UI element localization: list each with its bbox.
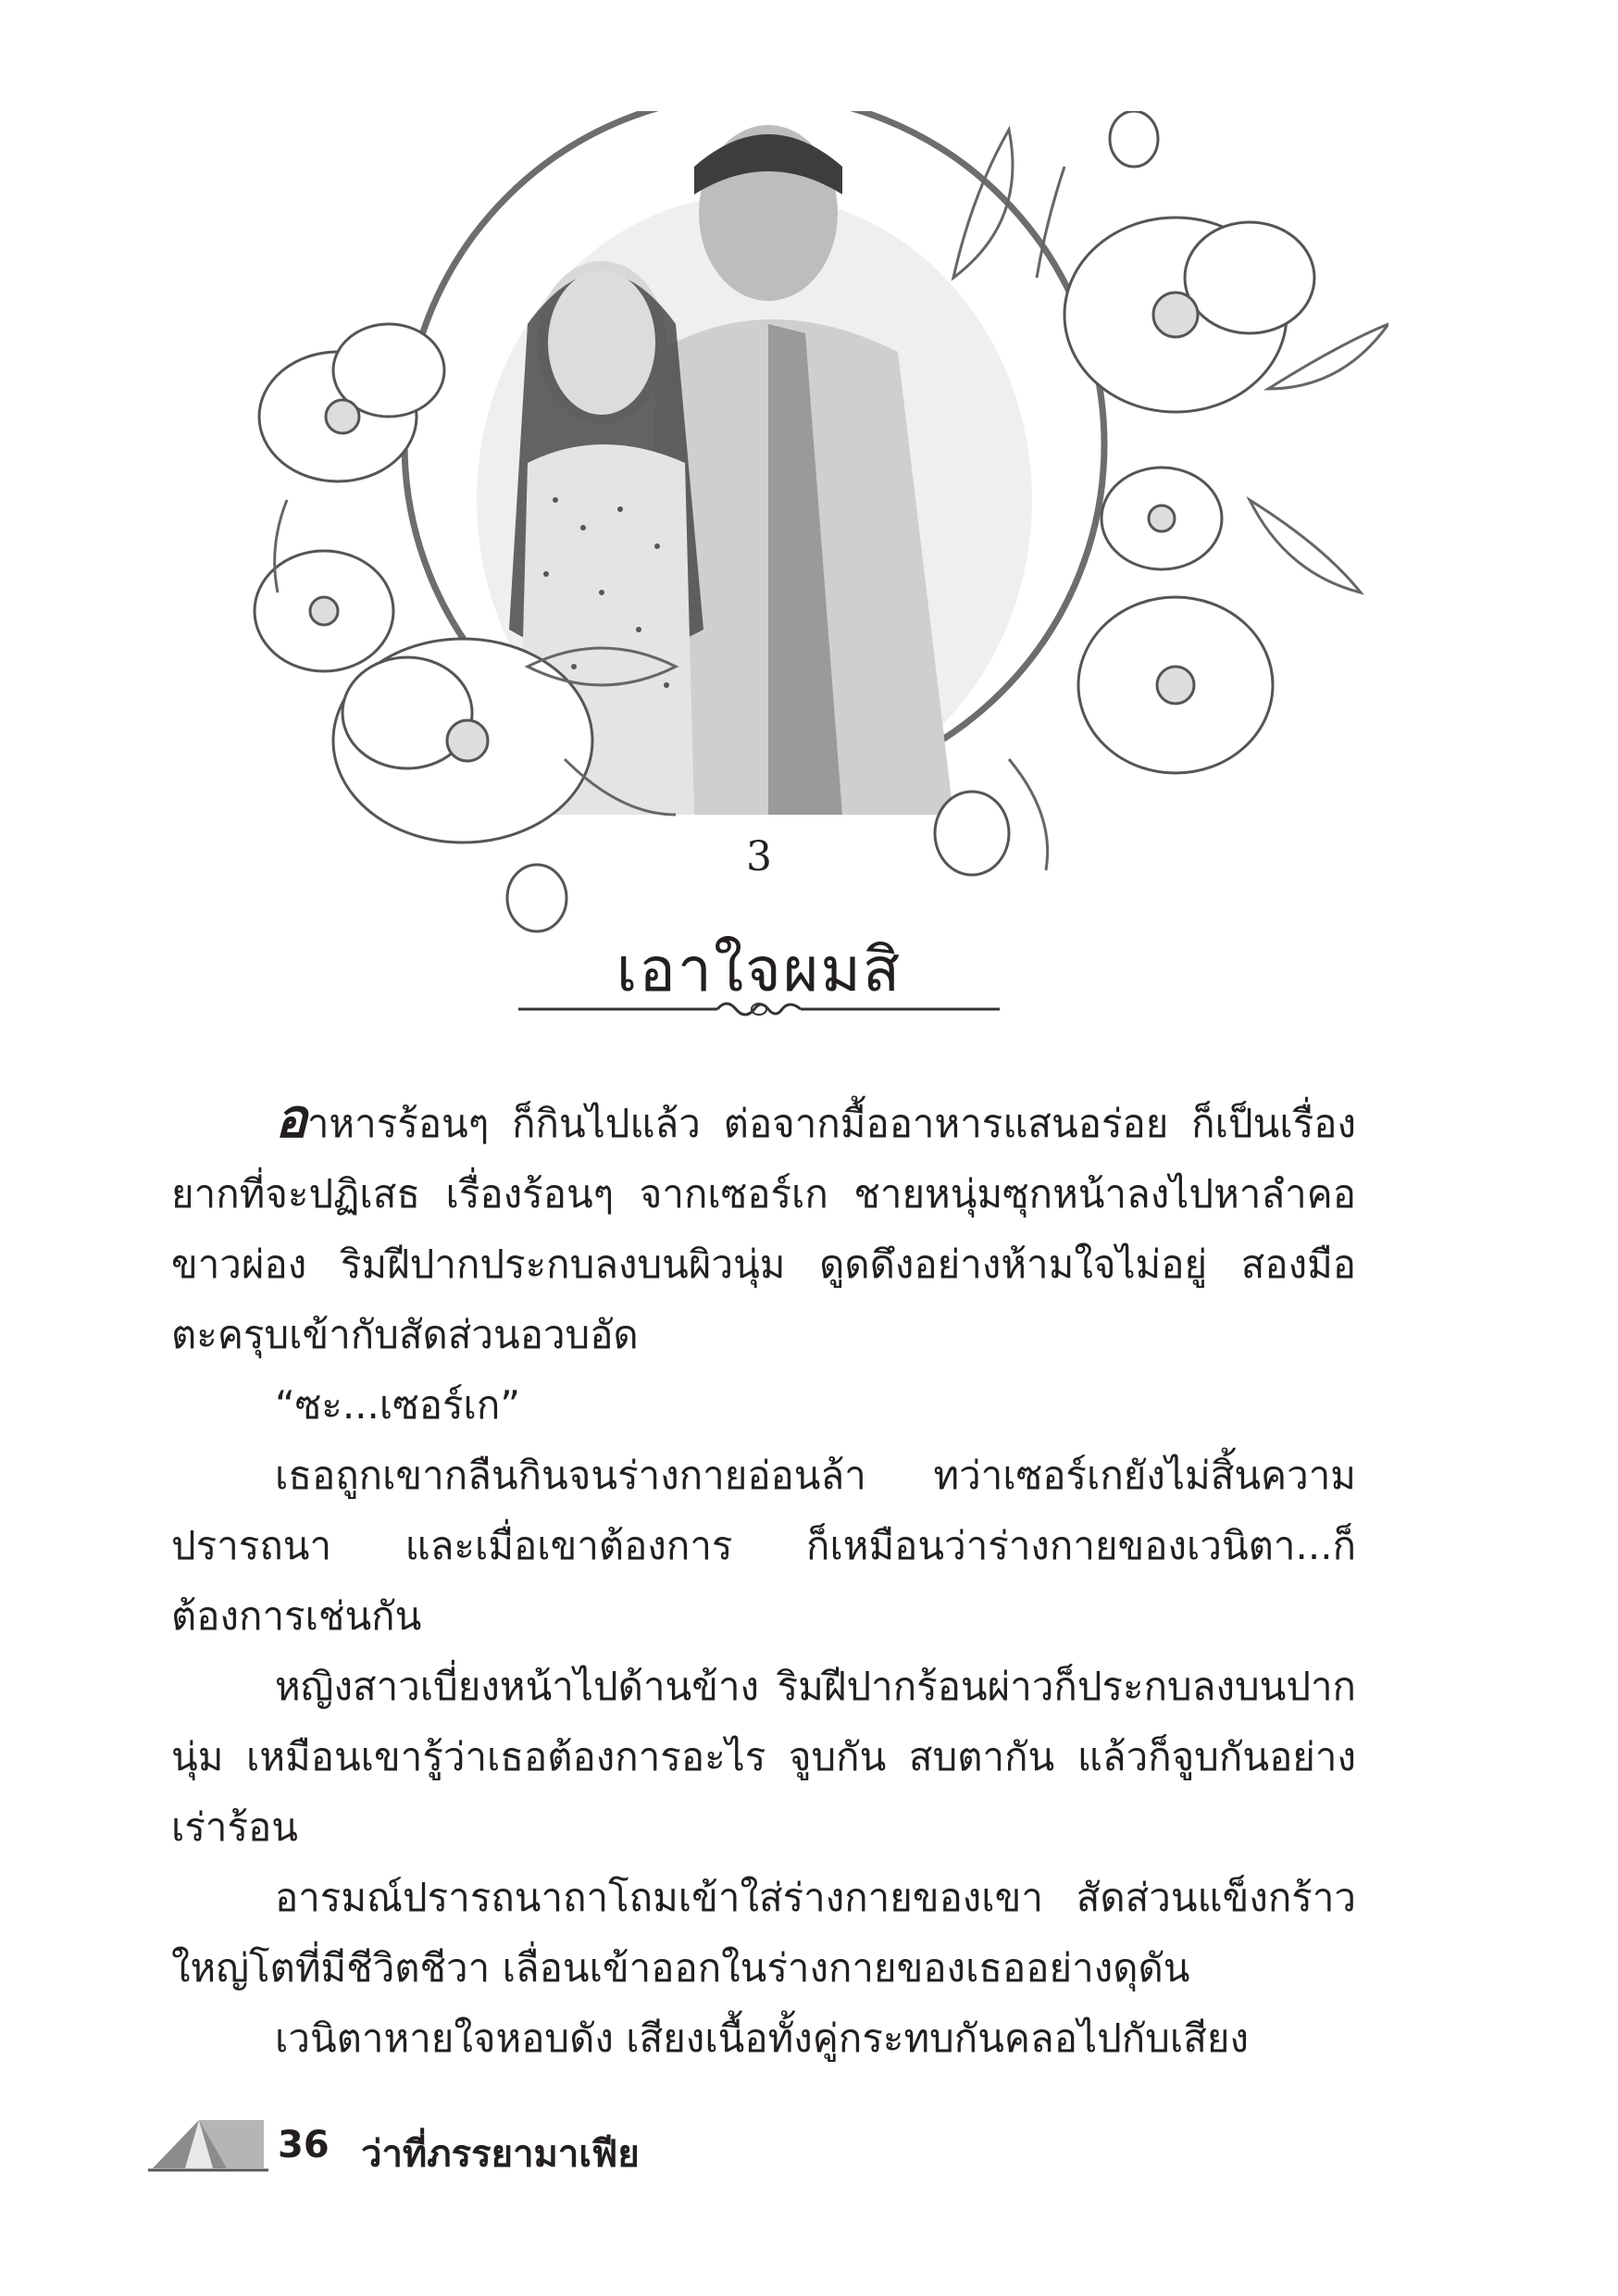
paragraph-1-text: าหารร้อนๆ ก็กินไปแล้ว ต่อจากมื้ออาหารแสนอร่อย ก็เป็นเรื่องยากที่จะปฏิเสธ เรื่องร้อนๆ จากเซอร์เก ชายหนุ่มซุกหน้าลงไปหาลำคอขาวผ่อง ริมฝีปากประกบลงบนผิวนุ่ม ดูดดึงอย่างห้ามใจไม่อยู่ สองมือตะครุบเข้ากับสัดส่วนอวบอัด: [171, 1101, 1356, 1357]
drop-initial: อ: [275, 1087, 307, 1150]
paragraph-5: อารมณ์ปรารถนาถาโถมเข้าใส่ร่างกายของเขา สัดส่วนแข็งกร้าวใหญ่โตที่มีชีวิตชีวา เลื่อนเข้าออกในร่างกายของเธออย่างดุดัน: [171, 1875, 1356, 1990]
chapter-illustration: [250, 111, 1388, 944]
flower-right-bottom: [1078, 597, 1273, 773]
flower-left-top: [259, 324, 444, 481]
paragraph-2: “ซะ...เซอร์เก”: [275, 1382, 521, 1428]
page-footer: [148, 2111, 981, 2176]
paragraph-1: [171, 1083, 1356, 1370]
chapter-number: 3: [746, 833, 772, 880]
paragraph-4: หญิงสาวเบี่ยงหน้าไปด้านข้าง ริมฝีปากร้อนผ่าวก็ประกบลงบนปากนุ่ม เหมือนเขารู้ว่าเธอต้องการอะไร จูบกัน สบตากัน แล้วก็จูบกันอย่างเร่าร้อน: [171, 1664, 1356, 1850]
paragraph-6: เวนิตาหายใจหอบดัง เสียงเนื้อทั้งคู่กระทบกันคลอไปกับเสียง: [275, 2015, 1249, 2061]
paragraph-3: เธอถูกเขากลืนกินจนร่างกายอ่อนล้า ทว่าเซอร์เกยังไม่สิ้นความปรารถนา และเมื่อเขาต้องการ ก็เหมือนว่าร่างกายของเวนิตา...ก็ต้องการเช่นกัน: [171, 1453, 1356, 1639]
chapter-title: เอาใจผมสิ: [616, 934, 902, 1005]
page-number: 36: [278, 2124, 330, 2166]
chapter-body: [171, 1083, 1356, 2074]
book-title: ว่าที่ภรรยามาเฟีย: [361, 2133, 640, 2176]
flower-right-mid: [1101, 468, 1222, 569]
bud-top-right: [1110, 111, 1158, 167]
tent-icon: [148, 2111, 268, 2176]
flower-left-bottom: [333, 639, 592, 842]
ornament-divider: [518, 995, 1000, 1023]
